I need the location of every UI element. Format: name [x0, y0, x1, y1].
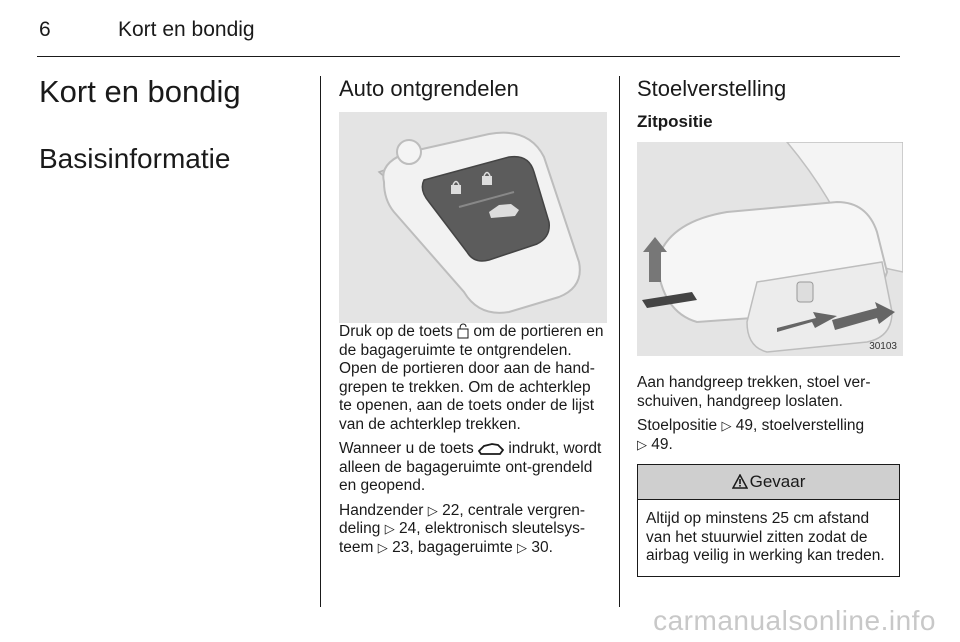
key-fob-illustration — [339, 112, 607, 323]
seat-subheading: Zitpositie — [637, 112, 713, 131]
unlock-heading: Auto ontgrendelen — [339, 76, 519, 101]
key-fob-icon — [339, 112, 607, 323]
ref-icon: ▷ — [721, 418, 732, 433]
column-unlock — [339, 76, 607, 563]
column-seat — [637, 76, 903, 577]
column-divider-1 — [320, 76, 321, 607]
unlock-paragraph-1: Druk op de toets om de portieren en de bagageruimte te ontgrendelen. Open de portieren door aan de hand-grepen te trekken. Om de achterklep te openen, aan de toets onder de lijst van de achterklep trekken. — [339, 323, 604, 433]
ref-icon: ▷ — [427, 502, 438, 518]
header-rule — [37, 56, 900, 57]
unlock-references: Handzender ▷ 22, centrale vergren-deling ▷ 24, elektronisch sleutelsys-teem ▷ 23, bagageruimte ▷ 30. — [339, 501, 586, 556]
seat-heading: Stoelverstelling — [637, 76, 787, 101]
column-divider-2 — [619, 76, 620, 607]
warning-box — [637, 464, 900, 577]
watermark: carmanualsonline.info — [653, 605, 936, 636]
ref-icon: ▷ — [637, 436, 647, 452]
running-header: Kort en bondig — [118, 18, 255, 41]
unlock-paragraph-2: Wanneer u de toets indrukt, wordt alleen de bagageruimte ont-grendeld en geopend. — [339, 440, 602, 494]
seat-adjust-icon — [637, 142, 903, 356]
seat-illustration — [637, 142, 903, 356]
seat-references: Stoelpositie ▷ 49, stoelverstelling ▷ 49. — [637, 417, 865, 453]
illustration-code: 30103 — [869, 341, 897, 352]
unlock-button-icon — [457, 323, 469, 339]
chapter-title: Kort en bondig — [39, 74, 241, 109]
seat-paragraph-1: Aan handgreep trekken, stoel ver-schuiven, handgreep loslaten. — [637, 374, 871, 410]
warning-text: Altijd op minstens 25 cm afstand van het stuurwiel zitten zodat de airbag veilig in werking kan treden. — [646, 510, 885, 564]
tailgate-button-icon — [478, 442, 504, 456]
ref-icon: ▷ — [384, 521, 395, 536]
warning-triangle-icon — [732, 474, 748, 489]
section-title: Basisinformatie — [39, 143, 231, 174]
ref-icon: ▷ — [517, 539, 528, 555]
warning-header: Gevaar — [638, 465, 899, 500]
ref-icon: ▷ — [377, 539, 388, 555]
page-number: 6 — [39, 18, 51, 41]
